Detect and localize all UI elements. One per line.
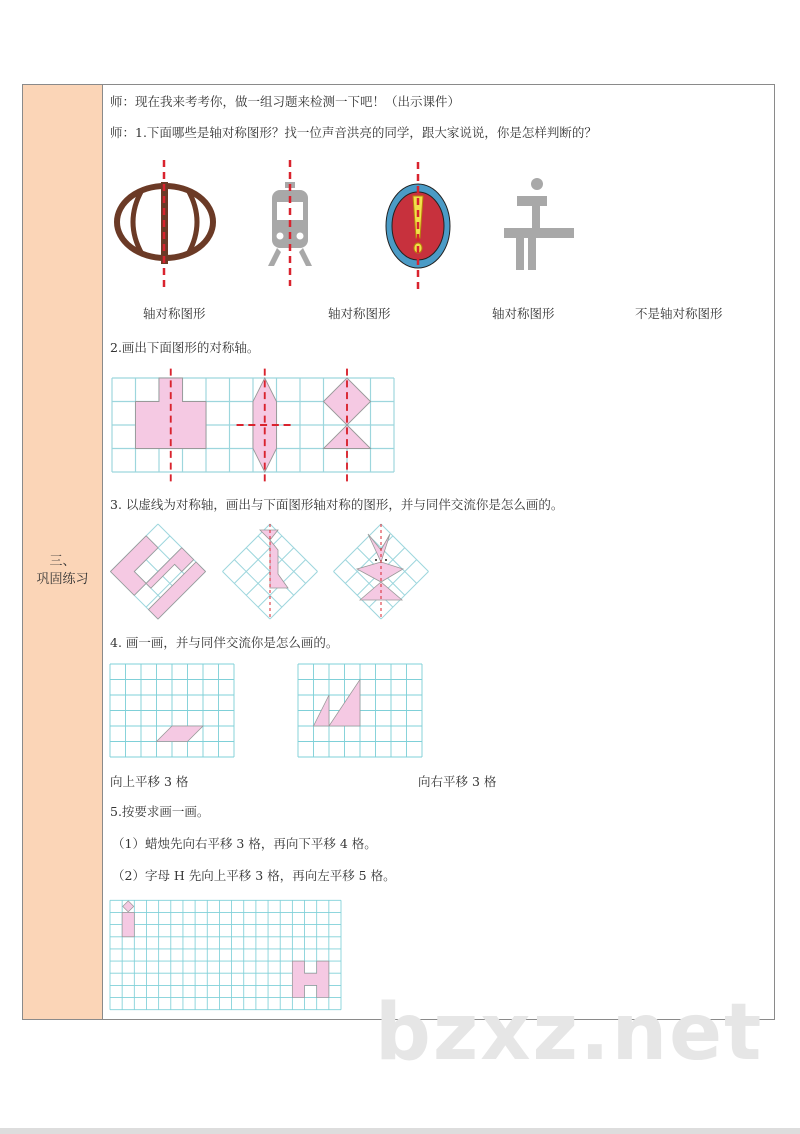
train-icon	[265, 160, 325, 290]
q4-grid-left	[110, 663, 234, 758]
question-5: 5.按要求画一画。	[110, 804, 210, 819]
page-bottom-edge	[0, 1128, 800, 1134]
intro-line: 师：现在我来考考你，做一组习题来检测一下吧！（出示课件）	[110, 94, 461, 109]
question-5-part-2: （2）字母 H 先向上平移 3 格，再向左平移 5 格。	[112, 868, 396, 883]
symbol-brown-oval-icon	[112, 160, 222, 290]
question-3: 3. 以虚线为对称轴，画出与下面图形轴对称的图形，并与同伴交流你是怎么画的。	[110, 497, 564, 512]
q4-label-right: 向右平移 3 格	[418, 774, 497, 789]
answer-2: 轴对称图形	[328, 306, 391, 321]
q5-grid	[110, 900, 341, 1010]
answer-3: 轴对称图形	[492, 306, 555, 321]
question-1: 师：1.下面哪些是轴对称图形？找一位声音洪亮的同学，跟大家说说，你是怎样判断的？	[110, 125, 597, 140]
question-5-part-1: （1）蜡烛先向右平移 3 格，再向下平移 4 格。	[112, 836, 377, 851]
answer-1: 轴对称图形	[143, 306, 206, 321]
q3-diamond-figures	[110, 522, 430, 622]
section-number: 三、	[49, 554, 76, 569]
question-4: 4. 画一画，并与同伴交流你是怎么画的。	[110, 635, 339, 650]
question-2: 2.画出下面图形的对称轴。	[110, 340, 260, 355]
q4-label-left: 向上平移 3 格	[110, 774, 189, 789]
warning-sign-icon	[375, 160, 465, 290]
q2-grid-figure	[112, 377, 394, 473]
section-heading	[23, 553, 102, 589]
section-column	[23, 85, 103, 1019]
person-figure-icon	[500, 170, 580, 280]
section-title: 巩固练习	[36, 572, 89, 587]
watermark: bzxz.net	[375, 988, 764, 1078]
answer-4: 不是轴对称图形	[635, 306, 723, 321]
q4-grid-right	[298, 663, 422, 758]
